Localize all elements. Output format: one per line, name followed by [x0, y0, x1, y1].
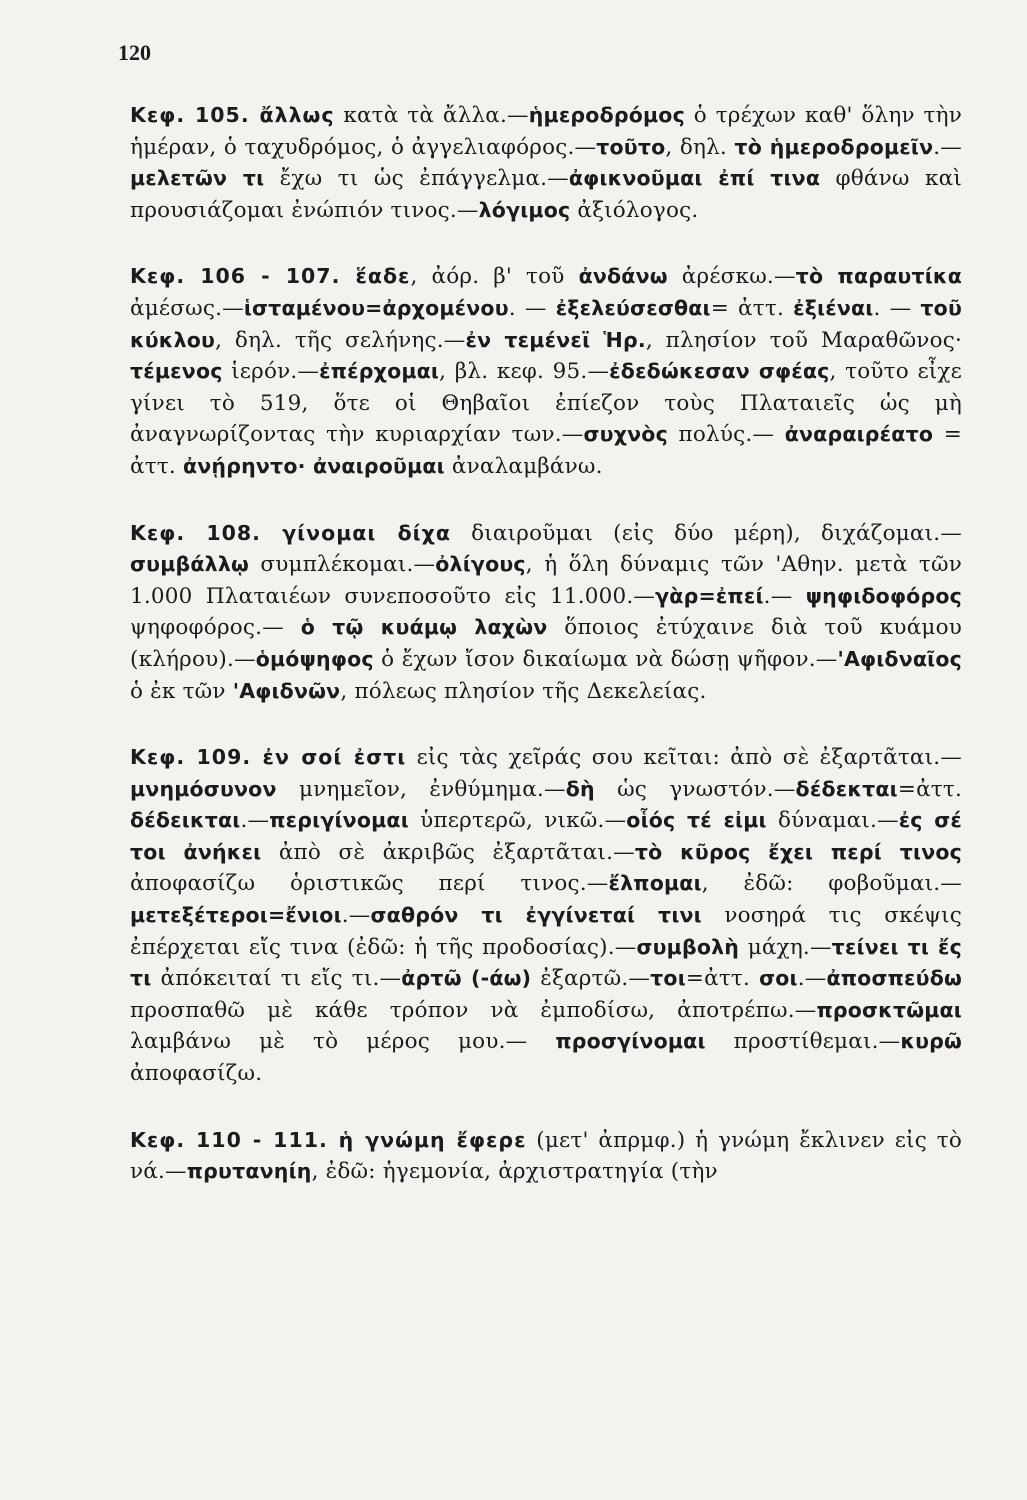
gloss-text: ὁ τρέχων καθ' ὅλην τὴν ἡμέραν, ὁ ταχυδρόμος, ὁ ἀγγελιαφόρος.— [130, 103, 962, 160]
gloss-text: , τοῦτο εἶχε γίνει τὸ 519, ὅτε οἱ Θηβαῖοι ἐπίεζον τοὺς Πλαταιεῖς ὡς μὴ ἀναγνωρίζοντας τὴν κυριαρχίαν των.— [130, 359, 963, 448]
headword: τοῦτο [596, 134, 666, 159]
gloss-text: μάχη.— [739, 934, 832, 960]
chapter-note-paragraph [130, 1125, 962, 1188]
headword: ὁ τῷ κυάμῳ λαχὼν [300, 615, 548, 640]
gloss-text: κατὰ τὰ ἄλλα.— [334, 103, 529, 128]
headword: τοῦ κύκλου [130, 295, 962, 352]
headword: κυρῶ [900, 1029, 963, 1054]
gloss-text: ὑπερτερῶ, νικῶ.— [408, 808, 627, 834]
headword: ἀφικνοῦμαι ἐπί τινα [568, 166, 821, 191]
headword: σαθρόν τι ἐγγίνεταί τινι [370, 903, 702, 928]
headword: ἐν τεμένεϊ Ἡρ. [465, 327, 646, 352]
gloss-text: πολύς.— [667, 422, 785, 448]
headword: τέμενος [130, 359, 223, 384]
headword: ἀνῄρηντο· ἀναιροῦμαι [182, 453, 445, 478]
gloss-text: ὅποιος ἐτύχαινε διὰ τοῦ κυάμου (κλήρου).— [130, 615, 962, 672]
chapter-note-paragraph [130, 261, 962, 482]
gloss-text: ἀναλαμβάνω. [444, 453, 603, 479]
gloss-text: ἀπόκειταί τι εἴς τι.— [151, 966, 402, 992]
gloss-text: ἱερόν.— [222, 359, 320, 385]
gloss-text: . — [508, 295, 556, 321]
gloss-text: διαιροῦμαι (εἰς δύο μέρη), διχάζομαι.— [450, 520, 962, 546]
gloss-text: .— [763, 583, 806, 609]
gloss-text: =ἀττ. [897, 776, 963, 802]
gloss-text: ἀπὸ σὲ ἀκριβῶς ἐξαρτᾶται.— [261, 839, 635, 865]
gloss-text: ἀποφασίζω ὁριστικῶς περί τινος.— [130, 871, 609, 897]
gloss-text: εἰς τὰς χεῖράς σου κεῖται: ἀπὸ σὲ ἐξαρτᾶται.— [406, 745, 963, 771]
headword: πρυτανηίη [186, 1159, 312, 1184]
headword: τοι [650, 966, 686, 991]
gloss-text: , ἀόρ. β' τοῦ [410, 264, 579, 290]
gloss-text: ἀμέσως.— [130, 295, 244, 321]
gloss-text: ἔχω τι ὡς ἐπάγγελμα.— [264, 166, 569, 192]
headword: ἡμεροδρόμος [528, 103, 685, 127]
chapter-note-paragraph [130, 518, 962, 708]
headword: ἐδεδώκεσαν σφέας [609, 359, 830, 384]
gloss-text: , ἡ ὅλη δύναμις τῶν 'Αθην. μετὰ τῶν 1.000 Πλαταιέων συνεποσοῦτο εἰς 11.000.— [130, 552, 962, 609]
chapter-note-109 [130, 742, 962, 1090]
headword: προσκτῶμαι [816, 997, 962, 1022]
headword: ἀναραιρέατο [784, 422, 934, 447]
headword: ἀποσπεύδω [826, 966, 962, 991]
headword: ἔλπομαι [608, 871, 702, 896]
headword: συμβάλλῳ [130, 552, 250, 577]
headword: ἐξιέναι [793, 295, 874, 320]
gloss-text: μνημεῖον, ἐνθύμημα.— [276, 776, 566, 802]
gloss-text: συμπλέκομαι.— [249, 552, 436, 578]
headword: συμβολὴ [636, 934, 740, 959]
gloss-text: , πλησίον τοῦ Μαραθῶνος· [645, 327, 962, 353]
gloss-text: , βλ. κεφ. 95.— [439, 359, 610, 385]
gloss-text: προστίθεμαι.— [705, 1029, 901, 1055]
gloss-text: ψηφοφόρος.— [130, 615, 301, 641]
headword: δέδεικται [130, 808, 241, 833]
headword: συχνὸς [583, 422, 668, 447]
headword: ἀρτῶ (-άω) [401, 966, 532, 991]
headword: δὴ [565, 776, 595, 801]
chapter-note-106-107 [130, 261, 962, 482]
gloss-text: = ἀττ. [710, 295, 794, 321]
gloss-text: δύναμαι.— [766, 808, 899, 834]
gloss-text: .— [933, 134, 962, 160]
gloss-text: λαμβάνω μὲ τὸ μέρος μου.— [130, 1029, 556, 1055]
chapter-note-108 [130, 518, 962, 708]
gloss-text: , πόλεως πλησίον τῆς Δεκελείας. [340, 678, 707, 704]
commentary-text [130, 100, 962, 1223]
gloss-text: , δηλ. [665, 134, 735, 160]
headword: 'Αφιδναῖος [837, 646, 962, 671]
headword: λόγιμος [478, 197, 571, 222]
gloss-text: ὁ ἔχων ἴσον δικαίωμα νὰ δώσῃ ψῆφον.— [373, 646, 838, 672]
headword: ψηφιδοφόρος [805, 583, 962, 608]
gloss-text: , δηλ. τῆς σελήνης.— [215, 327, 466, 353]
headword: δέδεκται [795, 776, 898, 801]
headword: ὁμόψηφος [255, 646, 374, 671]
headword: τὸ κῦρος ἔχει περί τινος [634, 839, 962, 864]
headword: οἷός τέ εἰμι [626, 808, 767, 833]
gloss-text: , ἐδῶ: ἡγεμονία, ἀρχιστρατηγία (τὴν [311, 1159, 718, 1185]
headword: ἀνδάνω [578, 264, 668, 289]
headword: Κεφ. 106 - 107. ἕαδε [130, 264, 411, 289]
chapter-note-paragraph [130, 100, 962, 226]
chapter-note-paragraph [130, 742, 962, 1090]
gloss-text: φθάνω καὶ προυσιάζομαι ἐνώπιόν τινος.— [130, 166, 962, 223]
headword: τὸ παραυτίκα [795, 264, 962, 289]
gloss-text: (μετ' ἀπρμφ.) ἡ γνώμη ἔκλινεν εἰς τὸ νά.— [130, 1127, 962, 1185]
gloss-text: ἀρέσκω.— [667, 264, 796, 290]
headword: περιγίνομαι [269, 808, 409, 833]
headword: σοι [759, 966, 798, 991]
headword: μνημόσυνον [130, 776, 277, 801]
headword: ἐπέρχομαι [319, 359, 440, 384]
headword: ἐς σέ τοι ἀνήκει [130, 808, 963, 864]
headword: 'Αφιδνῶν [232, 678, 341, 703]
chapter-note-110-111 [130, 1125, 962, 1188]
headword: μελετῶν τι [130, 166, 265, 191]
gloss-text: , ἐδῶ: φοβοῦμαι.— [701, 871, 963, 897]
gloss-text: ὁ ἐκ τῶν [130, 678, 233, 704]
headword: Κεφ. 110 - 111. ἡ γνώμη ἔφερε [130, 1127, 527, 1152]
gloss-text: ὡς γνωστόν.— [594, 776, 796, 802]
headword: γὰρ=ἐπεί [655, 583, 764, 608]
gloss-text: . — [873, 295, 921, 321]
gloss-text: ἐξαρτῶ.— [531, 966, 651, 992]
gloss-text: ἀξιόλογος. [570, 197, 699, 223]
headword: ἐξελεύσεσθαι [555, 295, 711, 320]
gloss-text: προσπαθῶ μὲ κάθε τρόπον νὰ ἐμποδίσω, ἀποτρέπω.— [130, 997, 817, 1023]
page-number: 120 [118, 40, 151, 65]
gloss-text: .— [341, 903, 371, 929]
gloss-text: =ἀττ. [685, 966, 760, 992]
headword: Κεφ. 108. γίνομαι δίχα [130, 520, 451, 545]
headword: Κεφ. 109. ἐν σοί ἐστι [130, 745, 407, 770]
headword: τείνει τι ἔς τι [130, 934, 962, 991]
gloss-text: νοσηρά τις σκέψις ἐπέρχεται εἴς τινα (ἐδῶ: ἡ τῆς προδοσίας).— [130, 903, 962, 960]
headword: Κεφ. 105. ἄλλως [130, 103, 335, 127]
headword: τὸ ἡμεροδρομεῖν [734, 134, 934, 159]
chapter-note-105 [130, 100, 962, 226]
gloss-text: ἀποφασίζω. [130, 1061, 263, 1087]
headword: μετεξέτεροι=ἔνιοι [130, 903, 342, 928]
headword: προσγίνομαι [555, 1029, 706, 1054]
headword: ὀλίγους [435, 552, 526, 577]
gloss-text: .— [240, 808, 270, 834]
gloss-text: = ἀττ. [130, 422, 962, 479]
gloss-text: .— [797, 966, 827, 992]
headword: ἱσταμένου=ἀρχομένου [243, 295, 509, 320]
